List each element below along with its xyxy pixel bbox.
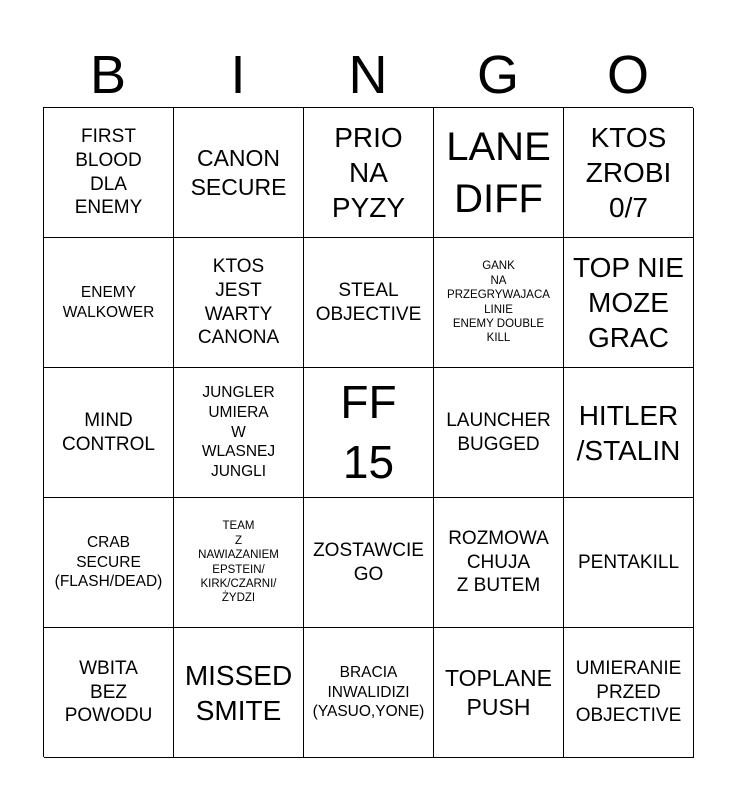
header-letter-n: N: [348, 45, 388, 105]
bingo-cell: LAUNCHER BUGGED: [434, 368, 564, 498]
bingo-cell: STEAL OBJECTIVE: [304, 238, 434, 368]
bingo-cell: KTOS ZROBI 0/7: [564, 108, 694, 238]
bingo-cell: TOPLANE PUSH: [434, 628, 564, 758]
bingo-cell: JUNGLER UMIERA W WLASNEJ JUNGLI: [174, 368, 304, 498]
bingo-cell: TEAM Z NAWIAZANIEM EPSTEIN/ KIRK/CZARNI/ ŻYDZI: [174, 498, 304, 628]
bingo-cell: LANE DIFF: [434, 108, 564, 238]
free-space-cell: FF 15: [304, 368, 434, 498]
bingo-cell: BRACIA INWALIDIZI (YASUO,YONE): [304, 628, 434, 758]
bingo-cell: MIND CONTROL: [44, 368, 174, 498]
header-letter-o: O: [606, 45, 649, 105]
header-letter-g: G: [476, 45, 519, 105]
bingo-cell: ENEMY WALKOWER: [44, 238, 174, 368]
header-letter-i: I: [230, 45, 246, 105]
bingo-cell: FIRST BLOOD DLA ENEMY: [44, 108, 174, 238]
bingo-cell: UMIERANIE PRZED OBJECTIVE: [564, 628, 694, 758]
bingo-cell: MISSED SMITE: [174, 628, 304, 758]
bingo-cell: ZOSTAWCIE GO: [304, 498, 434, 628]
bingo-cell: KTOS JEST WARTY CANONA: [174, 238, 304, 368]
bingo-cell: PENTAKILL: [564, 498, 694, 628]
bingo-cell: WBITA BEZ POWODU: [44, 628, 174, 758]
bingo-cell: GANK NA PRZEGRYWAJACA LINIE ENEMY DOUBLE KILL: [434, 238, 564, 368]
bingo-cell: ROZMOWA CHUJA Z BUTEM: [434, 498, 564, 628]
bingo-cell: CANON SECURE: [174, 108, 304, 238]
bingo-cell: PRIO NA PYZY: [304, 108, 434, 238]
bingo-cell: TOP NIE MOZE GRAC: [564, 238, 694, 368]
bingo-board: [43, 107, 693, 757]
bingo-cell: CRAB SECURE (FLASH/DEAD): [44, 498, 174, 628]
header-letter-b: B: [89, 45, 127, 105]
bingo-cell: HITLER /STALIN: [564, 368, 694, 498]
bingo-header: [43, 44, 693, 106]
